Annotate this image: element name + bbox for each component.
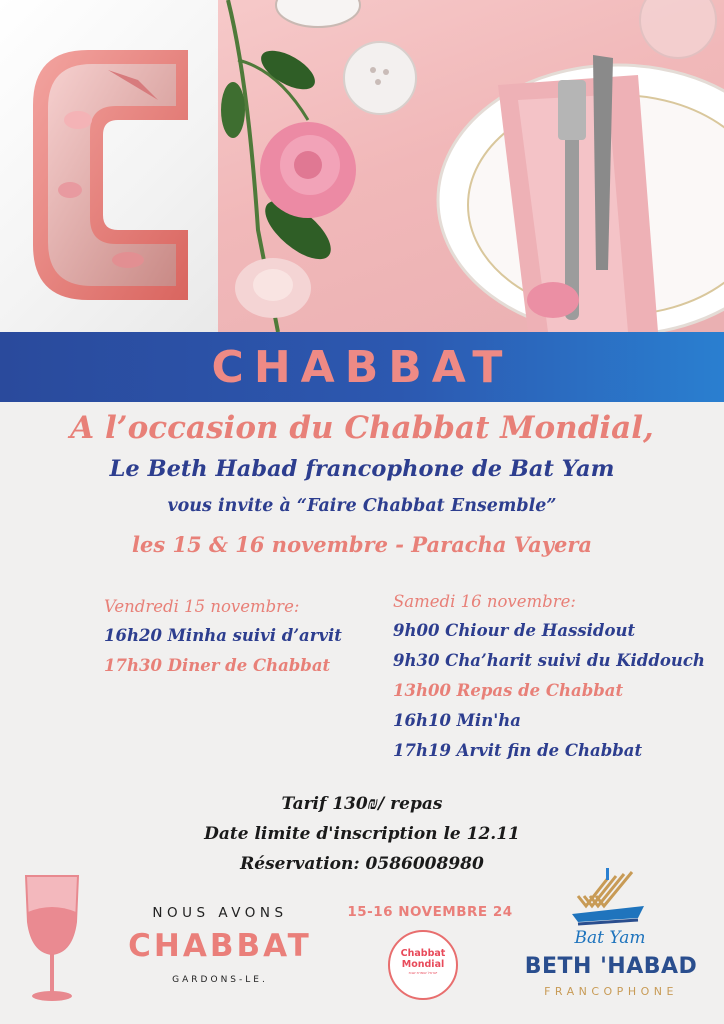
badge-line: Chabbat (400, 948, 446, 959)
banner-title: CHABBAT (211, 341, 513, 393)
badge-line: Mondial (401, 959, 445, 970)
beth-habad-logo-mark (568, 866, 648, 936)
table-setting-photo (218, 0, 724, 332)
dates-line: les 15 & 16 novembre - Paracha Vayera (131, 532, 592, 557)
price-line: Tarif 130₪/ repas (281, 794, 443, 814)
saturday-item: 13h00 Repas de Chabbat (393, 681, 624, 700)
occasion-heading: A l’occasion du Chabbat Mondial, (70, 410, 654, 446)
logo-name: BETH 'HABAD (524, 954, 698, 979)
saturday-item: 9h00 Chiour de Hassidout (393, 621, 636, 640)
title-banner (0, 332, 724, 402)
friday-heading: Vendredi 15 novembre: (104, 597, 300, 616)
saturday-item: 17h19 Arvit fin de Chabbat (393, 741, 643, 760)
footer-chabbat-title: CHABBAT (128, 928, 312, 964)
friday-item: 16h20 Minha suivi d’arvit (104, 626, 342, 645)
reservation-line: Réservation: 0586008980 (240, 854, 484, 874)
saturday-item: 16h10 Min'ha (393, 711, 521, 730)
saturday-heading: Samedi 16 novembre: (393, 592, 576, 611)
wine-glass-icon (22, 872, 82, 1004)
letter-c-decoration (18, 30, 208, 320)
logo-subtitle: FRANCOPHONE (544, 985, 678, 998)
badge-line: ישראל שומרת שבת (408, 971, 438, 975)
nous-avons-text: NOUS AVONS (152, 905, 288, 921)
gardons-text: GARDONS-LE. (172, 975, 268, 985)
invite-line: vous invite à “Faire Chabbat Ensemble” (167, 496, 557, 516)
footer-dates: 15-16 NOVEMBRE 24 (347, 904, 513, 920)
logo-script-text: Bat Yam (574, 928, 646, 948)
host-line: Le Beth Habad francophone de Bat Yam (109, 456, 615, 482)
friday-item: 17h30 Diner de Chabbat (104, 656, 331, 675)
deadline-line: Date limite d'inscription le 12.11 (204, 824, 520, 844)
saturday-item: 9h30 Cha’harit suivi du Kiddouch (393, 651, 705, 670)
chabbat-mondial-badge (388, 930, 458, 1000)
